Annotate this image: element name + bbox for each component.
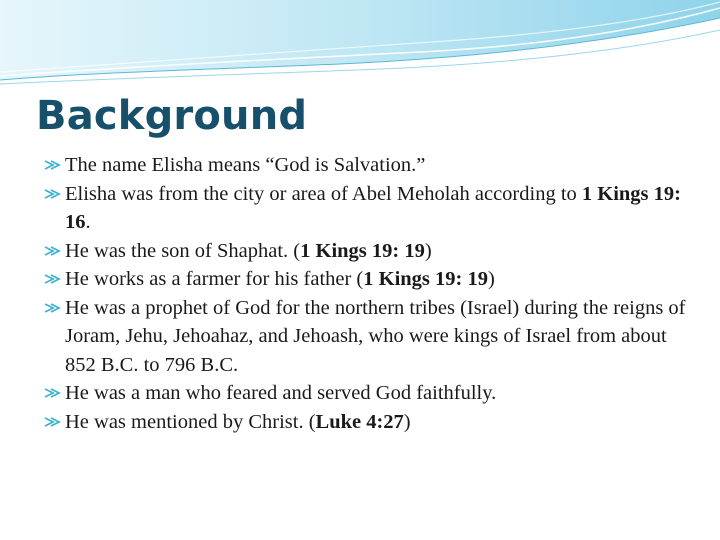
scripture-reference: 1 Kings 19: 19 [363,268,488,290]
bullet-text: He was a man who feared and served God faithfully. [65,382,497,404]
bullet-arrow-icon [44,416,61,428]
bullet-text: ) [424,239,432,262]
scripture-reference: 1 Kings 19: 19 [300,239,425,262]
slide-title: Background [36,93,308,139]
scripture-reference: Luke 4:27 [315,410,404,433]
bullet-text: ) [488,268,495,290]
bullet-text: ) [403,410,411,433]
bullet-arrow-icon [44,159,61,171]
bullet-item [44,294,694,380]
scripture-reference: 1 Kings 19: 16 [65,182,681,233]
header-wave-decoration [0,0,720,95]
bullet-item [44,151,694,180]
bullet-item [44,180,694,237]
bullet-item [44,265,694,294]
bullet-item [44,237,694,266]
bullet-text: Elisha was from the city or area of Abel Meholah according to [65,182,582,205]
bullet-item [44,408,694,437]
bullet-text: He was the son of Shaphat. ( [65,239,301,262]
bullet-item [44,379,694,408]
bullet-text: He was mentioned by Christ. ( [65,410,316,433]
bullet-arrow-icon [44,245,61,257]
bullet-text: The name Elisha means “God is Salvation.” [65,154,426,176]
bullet-arrow-icon [44,273,61,285]
bullet-text: He was a prophet of God for the northern tribes (Israel) during the reigns of Joram, Jehu, Jehoahaz, and Jehoash, who were kings of Israel from about 852 B.C. to 796 B.C. [65,296,686,376]
bullet-text: . [85,211,91,233]
bullet-text: He works as a farmer for his father ( [65,268,364,290]
bullet-arrow-icon [44,387,61,399]
bullet-arrow-icon [44,188,61,200]
bullet-arrow-icon [44,302,61,314]
bullet-list [44,151,694,436]
